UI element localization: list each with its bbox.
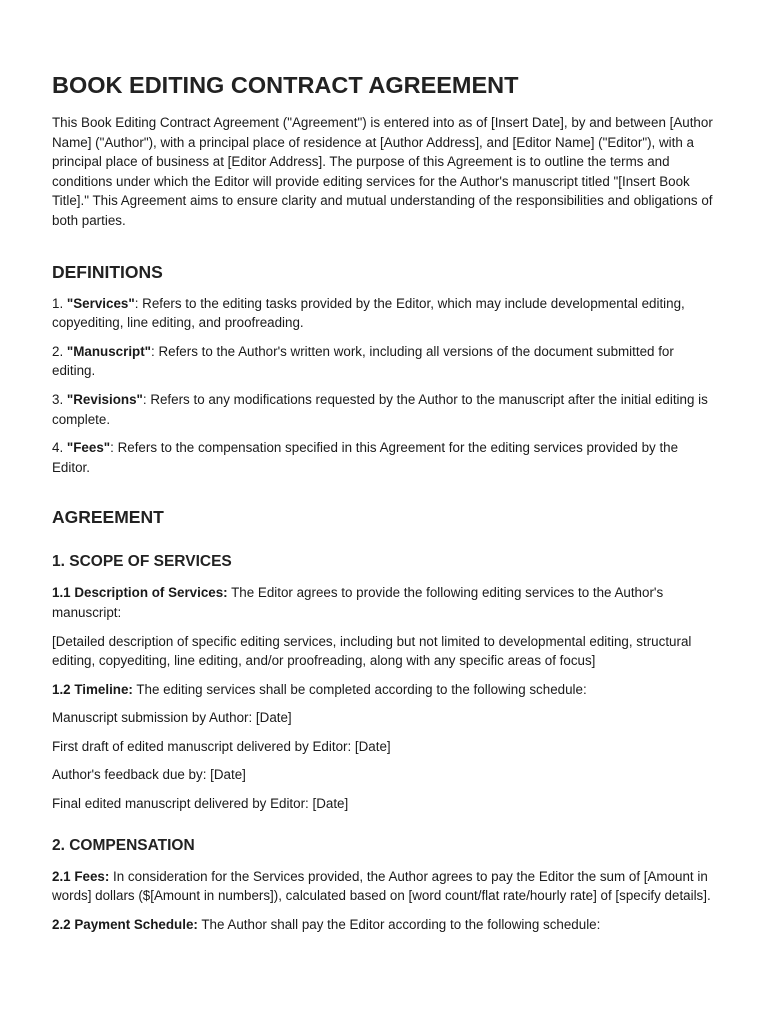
document-title: BOOK EDITING CONTRACT AGREEMENT bbox=[52, 72, 519, 98]
fees-clause: 2.1 Fees: In consideration for the Services provided, the Author agrees to pay the Editor the sum of [Amount in words] dollars ($[Amount in numbers]), calculated based on [word count/flat rate/hourly rate] of [specify details]. bbox=[52, 868, 711, 904]
definition-item: 2. "Manuscript": Refers to the Author's written work, including all versions of the document submitted for editing. bbox=[52, 343, 674, 379]
definition-item: 3. "Revisions": Refers to any modifications requested by the Author to the manuscript after the initial editing is complete. bbox=[52, 391, 708, 427]
schedule-item: Final edited manuscript delivered by Editor: [Date] bbox=[52, 796, 349, 812]
schedule-item: Manuscript submission by Author: [Date] bbox=[52, 710, 292, 726]
schedule-item: Author's feedback due by: [Date] bbox=[52, 767, 246, 783]
definition-item: 4. "Fees": Refers to the compensation specified in this Agreement for the editing services provided by the Editor. bbox=[52, 440, 679, 475]
services-details: [Detailed description of specific editing services, including but not limited to developmental editing, structural editing, copyediting, line editing, and/or proofreading, along with any specific areas of focus] bbox=[52, 633, 692, 669]
schedule-item: First draft of edited manuscript delivered by Editor: [Date] bbox=[52, 738, 391, 754]
description-of-services: 1.1 Description of Services: The Editor agrees to provide the following editing services to the Author's manuscript: bbox=[52, 585, 664, 620]
timeline: 1.2 Timeline: The editing services shall be completed according to the following schedule: bbox=[52, 681, 587, 697]
definition-item: 1. "Services": Refers to the editing tasks provided by the Editor, which may include developmental editing, copyediting, line editing, and proofreading. bbox=[52, 295, 685, 331]
payment-schedule-clause: 2.2 Payment Schedule: The Author shall pay the Editor according to the following schedule: bbox=[52, 916, 601, 932]
intro-paragraph: This Book Editing Contract Agreement ("Agreement") is entered into as of [Insert Date], by and between [Author Name] ("Author"), with a principal place of residence at [Author Address], and [Editor Name] ("Editor"), with a principal place of business at [Editor Address]. The purpose of this Agreement is to outline the terms and conditions under which the Editor will provide editing services for the Author's manuscript titled "[Insert Book Title]." This Agreement aims to ensure clarity and mutual understanding of the responsibilities and obligations of both parties. bbox=[52, 115, 713, 228]
agreement-heading: AGREEMENT bbox=[52, 507, 164, 528]
definitions-heading: DEFINITIONS bbox=[52, 261, 163, 282]
compensation-heading: 2. COMPENSATION bbox=[52, 836, 195, 854]
scope-heading: 1. SCOPE OF SERVICES bbox=[52, 553, 232, 571]
